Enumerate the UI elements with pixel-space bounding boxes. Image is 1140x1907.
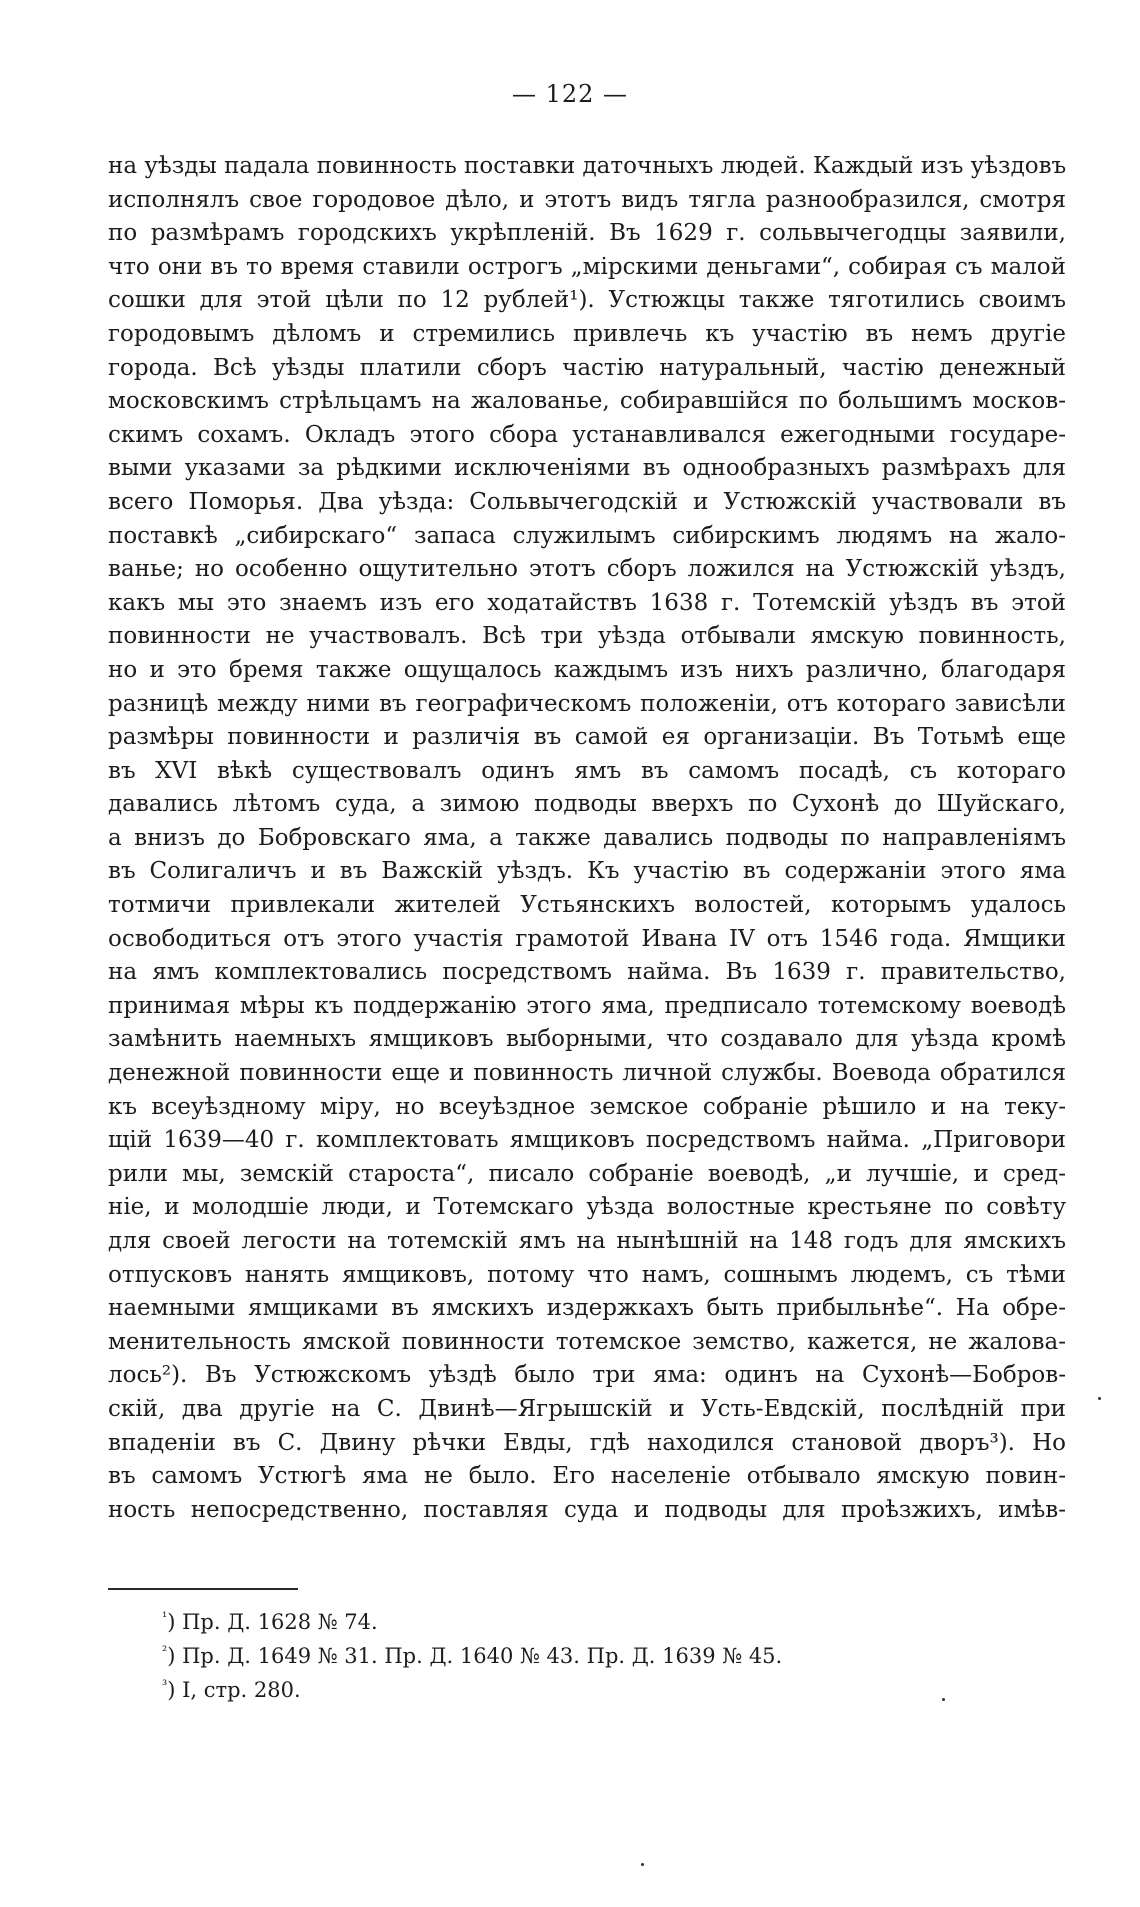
page-number: — 122 — <box>511 80 629 108</box>
text-line: въ самомъ Устюгѣ яма не было. Его населеніе отбывало ямскую повин- <box>108 1463 1066 1490</box>
text-line: къ всеуѣздному міру, но всеуѣздное земское собраніе рѣшило и на теку- <box>108 1093 1066 1120</box>
text-line: давались лѣтомъ суда, а зимою подводы вверхъ по Сухонѣ до Шуйскаго, <box>108 791 1066 818</box>
text-line: ніе, и молодшіе люди, и Тотемскаго уѣзда волостные крестьяне по совѣту <box>108 1194 1066 1221</box>
text-line: а внизъ до Бобровскаго яма, а также давались подводы по направленіямъ <box>108 824 1066 851</box>
footnote-text: ) Пр. Д. 1628 № 74. <box>167 1610 378 1634</box>
footnote-1 <box>162 1605 1062 1639</box>
text-line: выми указами за рѣдкими исключеніями въ однообразныхъ размѣрахъ для <box>108 455 1066 482</box>
text-line: московскимъ стрѣльцамъ на жалованье, собиравшійся по большимъ москов- <box>108 388 1066 415</box>
text-line: поставкѣ „сибирскаго“ запаса служилымъ сибирскимъ людямъ на жало- <box>108 522 1066 549</box>
text-line: менительность ямской повинности тотемское земство, кажется, не жалова- <box>108 1328 1066 1355</box>
text-line: тотмичи привлекали жителей Устьянскихъ волостей, которымъ удалось <box>108 892 1066 919</box>
text-line: всего Поморья. Два уѣзда: Сольвычегодскій и Устюжскій участвовали въ <box>108 488 1066 515</box>
body-text <box>108 150 1066 1527</box>
footnote-3 <box>162 1673 1062 1707</box>
footnote-divider <box>108 1588 298 1590</box>
text-line: принимая мѣры къ поддержанію этого яма, предписало тотемскому воеводѣ <box>108 992 1066 1019</box>
text-line: какъ мы это знаемъ изъ его ходатайствъ 1638 г. Тотемскій уѣздъ въ этой <box>108 589 1066 616</box>
text-line: ванье; но особенно ощутительно этотъ сборъ ложился на Устюжскій уѣздъ, <box>108 556 1066 583</box>
footnote-2 <box>162 1639 1062 1673</box>
text-line: наемными ямщиками въ ямскихъ издержкахъ быть прибыльнѣе“. На обре- <box>108 1295 1066 1322</box>
text-line: на уѣзды падала повинность поставки даточныхъ людей. Каждый изъ уѣздовъ <box>108 153 1066 179</box>
text-line: повинности не участвовалъ. Всѣ три уѣзда отбывали ямскую повинность, <box>108 623 1066 650</box>
footnote-mark: ² <box>162 1644 168 1659</box>
text-line: для своей легости на тотемскій ямъ на нынѣшній на 148 годъ для ямскихъ <box>108 1228 1066 1254</box>
text-line: денежной повинности еще и повинность личной службы. Воевода обратился <box>108 1060 1066 1087</box>
text-line: сошки для этой цѣли по 12 рублей¹). Устюжцы также тяготились своимъ <box>108 287 1066 314</box>
text-line: освободиться отъ этого участія грамотой Ивана IV отъ 1546 года. Ямщики <box>108 925 1066 952</box>
footnote-mark: ¹ <box>162 1610 168 1625</box>
footnote-text: ) Пр. Д. 1649 № 31. Пр. Д. 1640 № 43. Пр. Д. 1639 № 45. <box>167 1644 783 1668</box>
text-line: отпусковъ нанять ямщиковъ, потому что намъ, сошнымъ людемъ, съ тѣми <box>108 1261 1066 1288</box>
paper-speck <box>641 1863 644 1866</box>
footnote-mark: ³ <box>162 1678 168 1693</box>
text-line: замѣнить наемныхъ ямщиковъ выборными, что создавало для уѣзда кромѣ <box>108 1026 1066 1053</box>
text-line: разницѣ между ними въ географическомъ положеніи, отъ котораго зависѣли <box>108 690 1066 717</box>
text-line: скій, два другіе на С. Двинѣ—Ягрышскій и Усть-Евдскій, послѣдній при <box>108 1395 1066 1422</box>
text-line: въ XVI вѣкѣ существовалъ одинъ ямъ въ самомъ посадѣ, съ котораго <box>108 757 1066 784</box>
text-line: въ Солигаличъ и въ Важскій уѣздъ. Къ участію въ содержаніи этого яма <box>108 858 1066 885</box>
text-line: городовымъ дѣломъ и стремились привлечь къ участію въ немъ другіе <box>108 320 1066 347</box>
footnotes <box>162 1605 1062 1707</box>
paper-speck <box>942 1698 945 1701</box>
text-line: города. Всѣ уѣзды платили сборъ частію натуральный, частію денежный <box>108 354 1066 381</box>
text-line: щій 1639—40 г. комплектовать ямщиковъ посредствомъ найма. „Приговори <box>108 1127 1066 1154</box>
text-line: исполнялъ свое городовое дѣло, и этотъ видъ тягла разнообразился, смотря <box>108 186 1066 213</box>
text-line: что они въ то время ставили острогъ „мірскими деньгами“, собирая съ малой <box>108 253 1066 280</box>
text-line: ность непосредственно, поставляя суда и подводы для проѣзжихъ, имѣв- <box>108 1496 1066 1523</box>
text-line: по размѣрамъ городскихъ укрѣпленій. Въ 1629 г. сольвычегодцы заявили, <box>108 220 1066 247</box>
text-line: но и это бремя также ощущалось каждымъ изъ нихъ различно, благодаря <box>108 656 1066 683</box>
text-line: размѣры повинности и различія въ самой ея организаціи. Въ Тотьмѣ еще <box>108 724 1066 751</box>
text-line: скимъ сохамъ. Окладъ этого сбора устанавливался ежегодными государе- <box>108 421 1066 448</box>
text-line: рили мы, земскій староста“, писало собраніе воеводѣ, „и лучшіе, и сред- <box>108 1160 1066 1187</box>
footnote-text: ) I, стр. 280. <box>167 1678 301 1702</box>
text-line: лось²). Въ Устюжскомъ уѣздѣ было три яма: одинъ на Сухонѣ—Бобров- <box>108 1362 1066 1389</box>
text-line: на ямъ комплектовались посредствомъ найма. Въ 1639 г. правительство, <box>108 959 1066 986</box>
text-line: впаденіи въ С. Двину рѣчки Евды, гдѣ находился становой дворъ³). Но <box>108 1429 1066 1456</box>
paper-speck <box>1098 1397 1101 1400</box>
